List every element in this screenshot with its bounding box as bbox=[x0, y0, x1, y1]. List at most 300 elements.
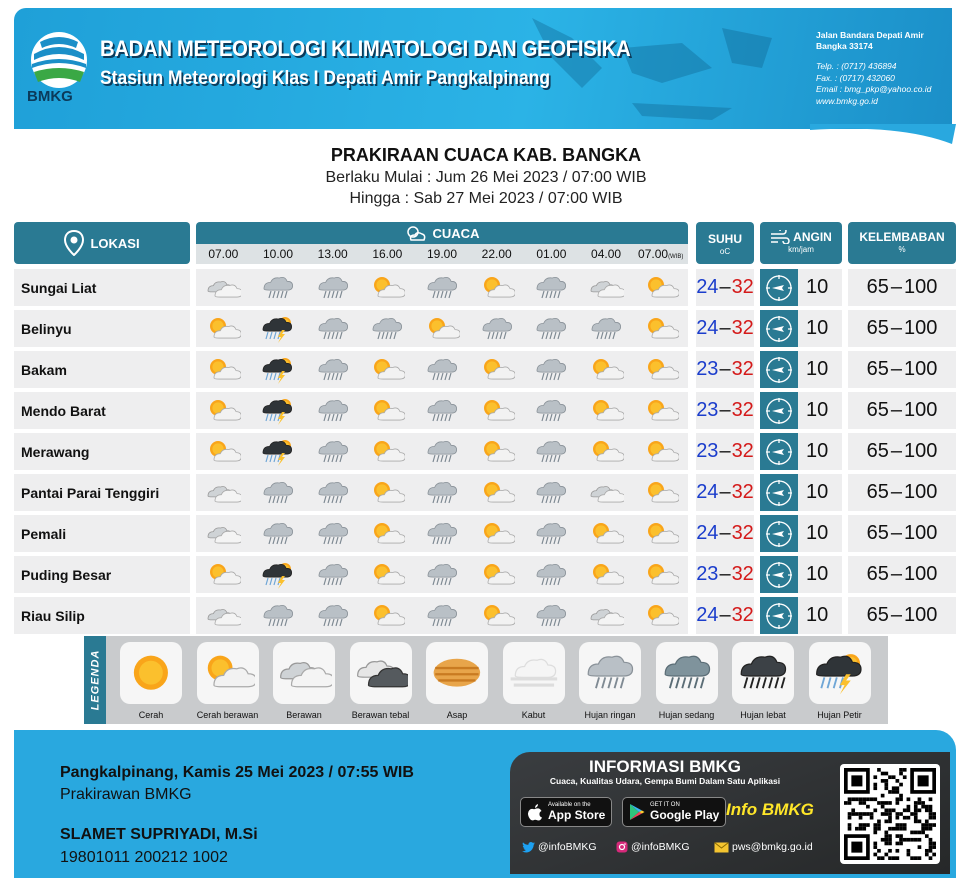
table-row bbox=[14, 269, 956, 306]
table-row bbox=[14, 474, 956, 511]
berawan-icon bbox=[205, 602, 241, 630]
time-label: 19.00 bbox=[427, 247, 458, 261]
address-block bbox=[816, 30, 931, 107]
cerah-berawan-icon bbox=[200, 651, 256, 694]
cerah-berawan-icon bbox=[643, 356, 679, 384]
wind-speed: 10 bbox=[806, 276, 829, 298]
temp-max: 32 bbox=[731, 440, 754, 462]
weather-cell bbox=[579, 438, 634, 466]
weather-cell bbox=[415, 274, 470, 302]
weather-cell bbox=[251, 561, 306, 589]
weather-cell bbox=[360, 520, 415, 548]
cerah-berawan-icon bbox=[643, 479, 679, 507]
legend-item bbox=[348, 642, 414, 720]
weather-cells bbox=[196, 433, 688, 470]
hujan-ringan-icon bbox=[260, 274, 296, 302]
address-line: Jalan Bandara Depati Amir bbox=[816, 30, 924, 40]
weather-cell bbox=[469, 315, 524, 343]
hujan-ringan-icon bbox=[533, 356, 569, 384]
time-suffix: (WIB) bbox=[668, 254, 684, 260]
weather-cell bbox=[305, 561, 360, 589]
temp-max: 32 bbox=[731, 317, 754, 339]
weather-cells bbox=[196, 310, 688, 347]
table-row bbox=[14, 515, 956, 552]
cerah-berawan-icon bbox=[479, 561, 515, 589]
weather-cell bbox=[305, 479, 360, 507]
table-row bbox=[14, 310, 956, 347]
cerah-berawan-icon bbox=[588, 356, 624, 384]
logo-text: BMKG bbox=[27, 88, 73, 105]
berawan-icon bbox=[588, 274, 624, 302]
hujan-ringan-icon bbox=[315, 438, 351, 466]
weather-cell bbox=[251, 520, 306, 548]
temperature: 23 – 32 bbox=[696, 433, 754, 470]
header-wind-unit: km/jam bbox=[788, 245, 814, 254]
weather-cell bbox=[196, 356, 251, 384]
wind bbox=[760, 597, 842, 634]
weather-cell bbox=[251, 356, 306, 384]
forecaster-name: SLAMET SUPRIYADI, M.Si bbox=[60, 826, 258, 843]
time-label: 04.00 bbox=[591, 247, 622, 261]
berawan-tebal-icon bbox=[353, 651, 409, 694]
location-name: Belinyu bbox=[14, 310, 190, 347]
weather-cell bbox=[196, 520, 251, 548]
weather-cell bbox=[196, 274, 251, 302]
cerah-berawan-icon bbox=[479, 479, 515, 507]
cerah-berawan-icon bbox=[479, 274, 515, 302]
time-label: 16.00 bbox=[372, 247, 403, 261]
valid-to: Hingga : Sab 27 Mei 2023 / 07:00 WIB bbox=[349, 190, 623, 207]
weather-cell bbox=[305, 356, 360, 384]
email: Email : bmg_pkp@yahoo.co.id bbox=[816, 84, 932, 94]
humidity: 65 – 100 bbox=[848, 515, 956, 552]
cerah-berawan-icon bbox=[588, 561, 624, 589]
humidity-min: 65 bbox=[866, 317, 889, 339]
footer-place-date: Pangkalpinang, Kamis 25 Mei 2023 / 07:55 WIB bbox=[60, 764, 414, 781]
kabut-icon bbox=[506, 651, 562, 694]
weather-cell bbox=[415, 561, 470, 589]
weather-cell bbox=[251, 479, 306, 507]
temperature: 24 – 32 bbox=[696, 474, 754, 511]
table-row bbox=[14, 597, 956, 634]
instagram-icon bbox=[616, 841, 628, 853]
weather-cell bbox=[360, 438, 415, 466]
location-name: Bakam bbox=[14, 351, 190, 388]
humidity: 65 – 100 bbox=[848, 474, 956, 511]
twitter-handle: @infoBMKG bbox=[538, 841, 597, 853]
location-name: Puding Besar bbox=[14, 556, 190, 593]
header-humidity-unit: % bbox=[898, 245, 906, 254]
wind bbox=[760, 556, 842, 593]
wind-speed: 10 bbox=[806, 563, 829, 585]
berawan-icon bbox=[276, 651, 332, 694]
forecaster-nip: 19801011 200212 1002 bbox=[60, 849, 228, 866]
humidity: 65 – 100 bbox=[848, 351, 956, 388]
temp-min: 24 bbox=[696, 522, 719, 544]
weather-cell bbox=[579, 274, 634, 302]
humidity-min: 65 bbox=[866, 399, 889, 421]
weather-cell bbox=[469, 438, 524, 466]
legend-item bbox=[577, 642, 643, 720]
hujan-ringan-icon bbox=[533, 315, 569, 343]
temp-max: 32 bbox=[731, 563, 754, 585]
hujan-ringan-icon bbox=[533, 479, 569, 507]
legend-label: Hujan ringan bbox=[584, 710, 636, 720]
weather-cell bbox=[579, 479, 634, 507]
header-wind-label: ANGIN bbox=[793, 230, 832, 244]
legend-item bbox=[807, 642, 873, 720]
location-name: Sungai Liat bbox=[14, 269, 190, 306]
time-header-row bbox=[196, 244, 688, 264]
map-decoration-icon bbox=[512, 8, 812, 129]
temp-min: 23 bbox=[696, 358, 719, 380]
cerah-berawan-icon bbox=[643, 397, 679, 425]
wind bbox=[760, 310, 842, 347]
forecast-title: PRAKIRAAN CUACA KAB. BANGKA bbox=[330, 145, 642, 165]
humidity-min: 65 bbox=[866, 481, 889, 503]
wind-direction-icon bbox=[764, 314, 794, 344]
weather-cell bbox=[415, 315, 470, 343]
humidity-max: 100 bbox=[904, 317, 938, 339]
wind-speed: 10 bbox=[806, 522, 829, 544]
qr-code-icon[interactable] bbox=[840, 764, 940, 864]
time-label: 13.00 bbox=[317, 247, 348, 261]
hujan-ringan-icon bbox=[424, 561, 460, 589]
header-temp-unit: oC bbox=[719, 247, 731, 256]
wind-speed: 10 bbox=[806, 481, 829, 503]
wind bbox=[760, 269, 842, 306]
hujan-ringan-icon bbox=[315, 479, 351, 507]
weather-cell bbox=[579, 356, 634, 384]
wind bbox=[760, 351, 842, 388]
hujan-lebat-icon bbox=[735, 651, 791, 694]
humidity-max: 100 bbox=[904, 481, 938, 503]
header-temp-label: SUHU bbox=[707, 232, 742, 246]
weather-cell bbox=[579, 602, 634, 630]
cerah-berawan-icon bbox=[643, 315, 679, 343]
temperature: 23 – 32 bbox=[696, 556, 754, 593]
legend-tag bbox=[84, 636, 106, 724]
wind bbox=[760, 515, 842, 552]
weather-cell bbox=[251, 274, 306, 302]
email-link[interactable] bbox=[714, 841, 813, 853]
hujan-ringan-icon bbox=[533, 397, 569, 425]
weather-cell bbox=[633, 561, 688, 589]
humidity: 65 – 100 bbox=[848, 310, 956, 347]
temperature: 24 – 32 bbox=[696, 310, 754, 347]
weather-cell bbox=[524, 438, 579, 466]
cerah-berawan-icon bbox=[369, 479, 405, 507]
weather-cells bbox=[196, 269, 688, 306]
weather-cell bbox=[579, 315, 634, 343]
temperature: 23 – 32 bbox=[696, 351, 754, 388]
header-wind bbox=[760, 222, 842, 264]
cerah-berawan-icon bbox=[205, 397, 241, 425]
legend-label: Berawan tebal bbox=[351, 710, 410, 720]
header-location bbox=[14, 222, 190, 264]
hujan-ringan-icon bbox=[315, 520, 351, 548]
temp-min: 23 bbox=[696, 440, 719, 462]
wind-direction-icon bbox=[764, 601, 794, 631]
temp-max: 32 bbox=[731, 358, 754, 380]
legend-label: Cerah berawan bbox=[196, 710, 259, 720]
fax: Fax. : (0717) 432060 bbox=[816, 72, 895, 83]
weather-cells bbox=[196, 515, 688, 552]
location-name: Riau Silip bbox=[14, 597, 190, 634]
weather-cells bbox=[196, 474, 688, 511]
header-weather bbox=[196, 222, 688, 244]
cerah-icon bbox=[123, 651, 179, 694]
temp-min: 23 bbox=[696, 399, 719, 421]
weather-cells bbox=[196, 597, 688, 634]
weather-cell bbox=[469, 356, 524, 384]
weather-cell bbox=[469, 479, 524, 507]
berawan-icon bbox=[205, 479, 241, 507]
hujan-ringan-icon bbox=[315, 561, 351, 589]
legend-label: Asap bbox=[446, 710, 468, 720]
cerah-berawan-icon bbox=[369, 438, 405, 466]
google-play-button[interactable] bbox=[622, 797, 726, 827]
wind-direction-icon bbox=[764, 437, 794, 467]
google-play-icon bbox=[629, 803, 645, 821]
hujan-ringan-icon bbox=[533, 274, 569, 302]
legend-item bbox=[424, 642, 490, 720]
temp-min: 24 bbox=[696, 276, 719, 298]
time-label: 07.00(WIB) bbox=[638, 247, 684, 261]
weather-cell bbox=[579, 520, 634, 548]
hujan-petir-icon bbox=[260, 356, 296, 384]
phone: Telp. : (0717) 436894 bbox=[816, 61, 897, 71]
weather-cell bbox=[196, 479, 251, 507]
temp-min: 24 bbox=[696, 481, 719, 503]
humidity: 65 – 100 bbox=[848, 597, 956, 634]
temperature: 23 – 32 bbox=[696, 392, 754, 429]
weather-cell bbox=[415, 356, 470, 384]
cerah-berawan-icon bbox=[588, 438, 624, 466]
cerah-berawan-icon bbox=[479, 520, 515, 548]
humidity-max: 100 bbox=[904, 563, 938, 585]
weather-cell bbox=[524, 479, 579, 507]
humidity-max: 100 bbox=[904, 604, 938, 626]
weather-cell bbox=[633, 397, 688, 425]
berawan-icon bbox=[588, 479, 624, 507]
hujan-ringan-icon bbox=[315, 397, 351, 425]
weather-cell bbox=[633, 602, 688, 630]
hujan-ringan-icon bbox=[533, 561, 569, 589]
legend-item bbox=[118, 642, 184, 720]
cerah-berawan-icon bbox=[643, 602, 679, 630]
legend-item bbox=[654, 642, 720, 720]
berawan-icon bbox=[205, 274, 241, 302]
hujan-ringan-icon bbox=[588, 315, 624, 343]
temperature: 24 – 32 bbox=[696, 515, 754, 552]
weather-cell bbox=[469, 397, 524, 425]
org-name: BADAN METEOROLOGI KLIMATOLOGI DAN GEOFISIKA bbox=[100, 36, 631, 61]
time-label: 10.00 bbox=[262, 247, 294, 261]
weather-cell bbox=[524, 274, 579, 302]
weather-cell bbox=[524, 520, 579, 548]
hujan-ringan-icon bbox=[533, 602, 569, 630]
hujan-ringan-icon bbox=[260, 520, 296, 548]
weather-cell bbox=[415, 438, 470, 466]
cerah-berawan-icon bbox=[205, 315, 241, 343]
weather-cell bbox=[633, 356, 688, 384]
hujan-sedang-icon bbox=[659, 651, 715, 694]
twitter-icon bbox=[522, 842, 535, 853]
hujan-ringan-icon bbox=[424, 479, 460, 507]
cerah-berawan-icon bbox=[205, 438, 241, 466]
weather-cell bbox=[633, 274, 688, 302]
weather-cell bbox=[360, 356, 415, 384]
humidity-min: 65 bbox=[866, 358, 889, 380]
wind-direction-icon bbox=[764, 396, 794, 426]
app-name: Info BMKG bbox=[726, 800, 814, 819]
legend-label: Kabut bbox=[521, 710, 546, 720]
wind-speed: 10 bbox=[806, 399, 829, 421]
location-name: Mendo Barat bbox=[14, 392, 190, 429]
info-title: INFORMASI BMKG bbox=[588, 757, 742, 776]
temperature: 24 – 32 bbox=[696, 269, 754, 306]
cerah-berawan-icon bbox=[643, 274, 679, 302]
table-row bbox=[14, 351, 956, 388]
info-subtitle: Cuaca, Kualitas Udara, Gempa Bumi Dalam Satu Aplikasi bbox=[549, 776, 781, 786]
table-row bbox=[14, 433, 956, 470]
table-row bbox=[14, 392, 956, 429]
location-name: Merawang bbox=[14, 433, 190, 470]
hujan-petir-icon bbox=[260, 397, 296, 425]
legend-item bbox=[730, 642, 796, 720]
cerah-berawan-icon bbox=[369, 602, 405, 630]
weather-cell bbox=[524, 397, 579, 425]
asap-icon bbox=[429, 651, 485, 694]
temp-max: 32 bbox=[731, 604, 754, 626]
wind-direction-icon bbox=[764, 560, 794, 590]
twitter-link[interactable] bbox=[522, 841, 597, 853]
weather-cell bbox=[305, 274, 360, 302]
weather-cell bbox=[524, 356, 579, 384]
cerah-berawan-icon bbox=[588, 397, 624, 425]
header-temp bbox=[696, 222, 754, 264]
weather-cell bbox=[196, 315, 251, 343]
time-label: 22.00 bbox=[481, 247, 512, 261]
weather-cell bbox=[305, 397, 360, 425]
weather-cell bbox=[633, 479, 688, 507]
temp-max: 32 bbox=[731, 276, 754, 298]
weather-cells bbox=[196, 392, 688, 429]
cerah-berawan-icon bbox=[643, 438, 679, 466]
legend-tag-label: LEGENDA bbox=[89, 649, 101, 711]
wind-direction-icon bbox=[764, 273, 794, 303]
cerah-berawan-icon bbox=[643, 561, 679, 589]
app-store-label: App Store bbox=[548, 808, 606, 822]
humidity-max: 100 bbox=[904, 399, 938, 421]
location-name: Pemali bbox=[14, 515, 190, 552]
weather-cell bbox=[469, 561, 524, 589]
google-play-label: Google Play bbox=[650, 808, 720, 822]
wind-direction-icon bbox=[764, 478, 794, 508]
temp-max: 32 bbox=[731, 522, 754, 544]
weather-cell bbox=[251, 438, 306, 466]
wind bbox=[760, 392, 842, 429]
weather-cell bbox=[196, 602, 251, 630]
temp-max: 32 bbox=[731, 399, 754, 421]
wind bbox=[760, 433, 842, 470]
weather-cell bbox=[305, 315, 360, 343]
humidity-min: 65 bbox=[866, 522, 889, 544]
hujan-petir-icon bbox=[812, 651, 868, 694]
station-name: Stasiun Meteorologi Klas I Depati Amir Pangkalpinang bbox=[100, 68, 551, 89]
wind-direction-icon bbox=[764, 519, 794, 549]
legend-label: Hujan sedang bbox=[658, 710, 715, 720]
hujan-petir-icon bbox=[260, 438, 296, 466]
weather-cell bbox=[305, 438, 360, 466]
humidity: 65 – 100 bbox=[848, 392, 956, 429]
app-store-button[interactable] bbox=[520, 797, 612, 827]
wind-direction-icon bbox=[764, 355, 794, 385]
hujan-ringan-icon bbox=[424, 602, 460, 630]
weather-header-icon bbox=[405, 224, 427, 242]
humidity-min: 65 bbox=[866, 276, 889, 298]
weather-cell bbox=[251, 397, 306, 425]
humidity: 65 – 100 bbox=[848, 433, 956, 470]
weather-cell bbox=[305, 520, 360, 548]
temp-min: 24 bbox=[696, 317, 719, 339]
temperature: 24 – 32 bbox=[696, 597, 754, 634]
time-label: 01.00 bbox=[536, 247, 567, 261]
humidity-min: 65 bbox=[866, 563, 889, 585]
legend-label: Hujan lebat bbox=[740, 710, 786, 720]
humidity-max: 100 bbox=[904, 276, 938, 298]
cerah-berawan-icon bbox=[643, 520, 679, 548]
weather-cell bbox=[633, 438, 688, 466]
cerah-berawan-icon bbox=[369, 356, 405, 384]
email-address: pws@bmkg.go.id bbox=[732, 841, 813, 853]
weather-cells bbox=[196, 351, 688, 388]
hujan-petir-icon bbox=[260, 315, 296, 343]
location-pin-icon bbox=[64, 230, 84, 256]
cerah-berawan-icon bbox=[588, 520, 624, 548]
weather-cell bbox=[360, 315, 415, 343]
hujan-ringan-icon bbox=[533, 520, 569, 548]
apple-icon bbox=[527, 803, 543, 821]
hujan-ringan-icon bbox=[424, 356, 460, 384]
hujan-ringan-icon bbox=[582, 651, 638, 694]
temp-max: 32 bbox=[731, 481, 754, 503]
wind-speed: 10 bbox=[806, 358, 829, 380]
weather-cell bbox=[633, 315, 688, 343]
hujan-ringan-icon bbox=[424, 274, 460, 302]
wind-speed: 10 bbox=[806, 440, 829, 462]
weather-cell bbox=[469, 274, 524, 302]
weather-cell bbox=[633, 520, 688, 548]
hujan-ringan-icon bbox=[315, 274, 351, 302]
hujan-petir-icon bbox=[260, 561, 296, 589]
instagram-link[interactable] bbox=[616, 841, 690, 853]
header-humidity bbox=[848, 222, 956, 264]
humidity-max: 100 bbox=[904, 358, 938, 380]
weather-cell bbox=[251, 602, 306, 630]
wind-speed: 10 bbox=[806, 317, 829, 339]
legend-label: Cerah bbox=[138, 710, 164, 720]
time-label: 07.00 bbox=[208, 247, 239, 261]
weather-cell bbox=[469, 602, 524, 630]
hujan-ringan-icon bbox=[424, 438, 460, 466]
weather-cell bbox=[415, 397, 470, 425]
weather-cell bbox=[360, 602, 415, 630]
humidity-min: 65 bbox=[866, 440, 889, 462]
hujan-ringan-icon bbox=[315, 356, 351, 384]
wind bbox=[760, 474, 842, 511]
